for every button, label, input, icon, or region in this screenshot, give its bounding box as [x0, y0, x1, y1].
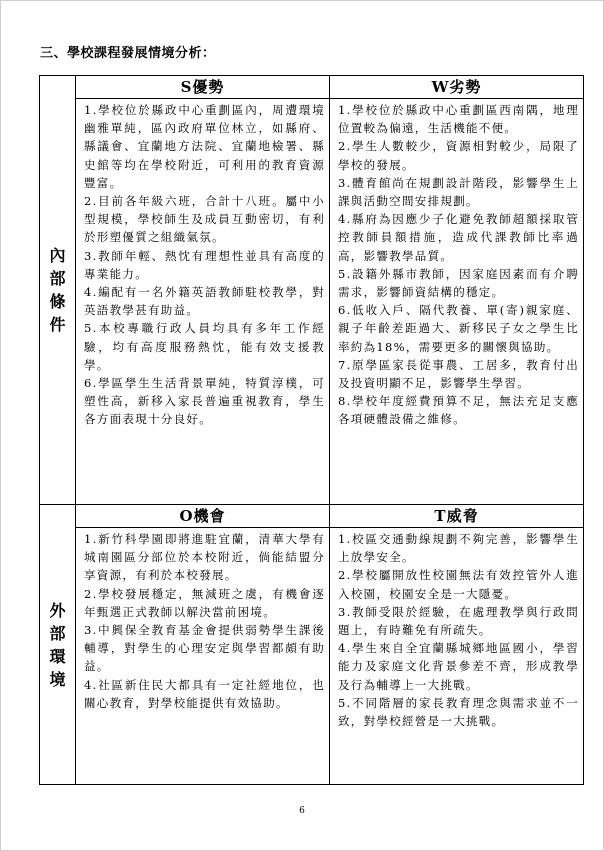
opportunity-item: 4.社區新住民大都具有一定社經地位，也關心教育，對學校能提供有效協助。 — [84, 677, 325, 710]
weaknesses-header: W劣勢 — [330, 76, 584, 99]
weakness-item: 2.學生人數較少，資源相對較少，局限了學校的發展。 — [338, 139, 579, 172]
strength-item: 2.目前各年級六班，合計十八班。屬中小型規模，學校師生及成員互動密切，有利於形塑優質之組織氣氛。 — [84, 194, 325, 245]
page-number: 6 — [299, 806, 305, 816]
threat-item: 5.不同階層的家長教育理念與需求並不一致，對學校經營是一大挑戰。 — [338, 695, 579, 729]
swot-table — [39, 75, 584, 785]
weakness-item: 8.學校年度經費預算不足，無法充足支應各項硬體設備之維修。 — [338, 394, 579, 427]
weaknesses-cell — [330, 99, 584, 505]
weakness-item: 1.學校位於縣政中心重劃區西南隅，地理位置較為偏遠，生活機能不便。 — [338, 103, 579, 136]
strength-item: 3.教師年輕、熱忱有理想性並具有高度的專業能力。 — [84, 248, 325, 281]
threat-item: 2.學校屬開放性校園無法有效控管外人進入校園，校園安全是一大隱憂。 — [338, 568, 579, 601]
opportunities-header: O機會 — [76, 505, 330, 528]
threats-header: T威脅 — [330, 505, 584, 528]
weakness-item: 3.體育館尚在規劃設計階段，影響學生上課與活動空間安排規劃。 — [338, 175, 579, 209]
internal-side-cell — [40, 76, 76, 505]
external-content-row — [40, 528, 584, 785]
threat-item: 4.學生來自全宜蘭縣城鄉地區國小，學習能力及家庭文化背景參差不齊，形成教學及行為輔導上一大挑戰。 — [338, 641, 579, 692]
strengths-cell — [76, 99, 330, 505]
external-side-cell — [40, 505, 76, 785]
strengths-header: S優勢 — [76, 76, 330, 99]
internal-content-row — [40, 99, 584, 505]
strength-item: 4.編配有一名外籍英語教師駐校教學，對英語教學甚有助益。 — [84, 285, 325, 318]
threat-item: 3.教師受限於經驗，在處理教學與行政問題上，有時難免有所疏失。 — [338, 604, 579, 638]
opportunity-item: 3.中興保全教育基金會提供弱勢學生課後輔導，對學生的心理安定與學習都頗有助益。 — [84, 623, 325, 674]
internal-header-row — [40, 76, 584, 99]
weakness-item: 4.縣府為因應少子化避免教師超額採取管控教師員額措施，造成代課教師比率過高，影響教學品質。 — [338, 212, 579, 263]
external-side-label: 外部環境 — [49, 600, 66, 689]
internal-side-label: 內部條件 — [49, 246, 66, 334]
strength-item: 6.學區學生生活背景單純，特質淳樸，可塑性高，新移入家長普遍重視教育，學生各方面表現十分良好。 — [84, 376, 325, 427]
opportunity-item: 1.新竹科學園即將進駐宜蘭，清華大學有城南園區分部位於本校附近，倘能結盟分享資源，有利於本校發展。 — [84, 532, 325, 583]
threats-cell — [330, 528, 584, 785]
weakness-item: 7.原學區家長從事農、工居多，教育付出及投資明顯不足，影響學生學習。 — [338, 357, 579, 391]
strength-item: 1.學校位於縣政中心重劃區內，周遭環境幽雅單純，區內政府單位林立，如縣府、縣議會、宜蘭地方法院、宜蘭地檢署、縣史館等均在學校附近，可利用的教育資源豐富。 — [84, 103, 325, 190]
weakness-item: 6.低收入戶、隔代教養、單(寄)親家庭、親子年齡差距過大、新移民子女之學生比率約為18%，需要更多的關懷與協助。 — [338, 303, 579, 354]
strength-item: 5.本校專職行政人員均具有多年工作經驗，均有高度服務熱忱，能有效支援教學。 — [84, 321, 325, 372]
external-header-row — [40, 505, 584, 528]
opportunities-cell — [76, 528, 330, 785]
threat-item: 1.校區交通動線規劃不夠完善，影響學生上放學安全。 — [338, 532, 579, 565]
weakness-item: 5.設籍外縣市教師，因家庭因素而有介聘需求，影響師資結構的穩定。 — [338, 266, 579, 300]
opportunity-item: 2.學校發展穩定，無減班之虞，有機會逐年甄選正式教師以解決當前困境。 — [84, 586, 325, 619]
section-title: 三、學校課程發展情境分析： — [40, 46, 216, 61]
